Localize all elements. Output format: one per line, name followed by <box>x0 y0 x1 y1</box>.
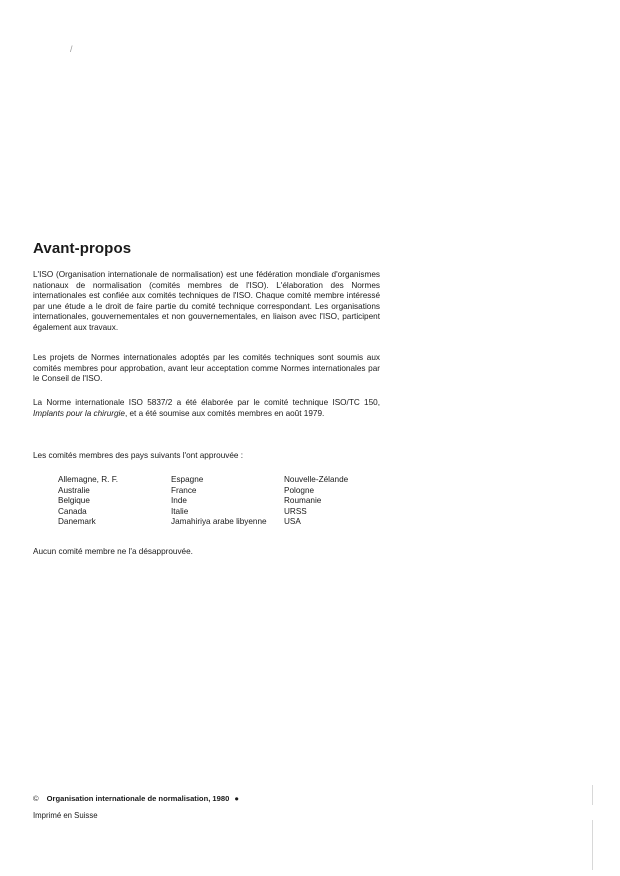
country-item: Allemagne, R. F. <box>58 475 119 484</box>
country-item: Danemark <box>58 517 96 527</box>
copyright-line <box>33 794 239 803</box>
country-item: Pologne <box>284 485 315 495</box>
copyright-text: Organisation internationale de normalisation, 1980 <box>46 794 230 803</box>
country-list <box>58 475 388 528</box>
country-item: Jamahiriya arabe libyenne <box>171 517 267 527</box>
country-item: Espagne <box>171 475 204 484</box>
page-title: Avant-propos <box>33 240 132 257</box>
copyright-symbol: © <box>33 794 39 803</box>
bullet-icon: ● <box>234 794 239 803</box>
scan-edge-line <box>592 785 593 805</box>
standard-origin-end: , et a été soumise aux comités membres en août 1979. <box>124 408 325 418</box>
country-item: Inde <box>171 496 187 506</box>
country-item: USA <box>284 517 301 527</box>
country-item: Canada <box>58 506 87 516</box>
paragraph-iso-intro: L'ISO (Organisation internationale de normalisation) est une fédération mondiale d'organismes nationaux de normalisation (comités membres de l'ISO). L'élaboration des Normes internationales est confiée aux comités techniques de l'ISO. Chaque comité membre intéressé par une étude a le droit de faire partie du comité technique correspondant. Les organisations internationales, gouvernementales et non gouvernementales, en liaison avec l'ISO, participent également aux travaux. <box>33 270 380 332</box>
country-item: Belgique <box>58 496 90 506</box>
committee-subject: Implants pour la chirurgie <box>33 408 125 418</box>
country-item: Italie <box>171 506 189 516</box>
country-item: France <box>171 485 197 495</box>
country-item: URSS <box>284 506 307 516</box>
printed-in-line: Imprimé en Suisse <box>33 811 98 820</box>
country-item: Nouvelle-Zélande <box>284 475 349 484</box>
country-item: Australie <box>58 485 90 495</box>
scan-artifact: / <box>70 44 73 54</box>
standard-origin-text: La Norme internationale ISO 5837/2 a été élaborée par le comité technique ISO/TC 150, <box>33 398 380 407</box>
paragraph-approvals: Les comités membres des pays suivants l'ont approuvée : <box>33 451 243 460</box>
paragraph-adoption: Les projets de Normes internationales adoptés par les comités techniques sont soumis aux comités membres pour approbation, avant leur acceptation comme Normes internationales par le Conseil de l'ISO. <box>33 353 380 384</box>
paragraph-standard-origin <box>33 398 380 419</box>
paragraph-no-disapproval: Aucun comité membre ne l'a désapprouvée. <box>33 547 193 556</box>
country-item: Roumanie <box>284 496 322 506</box>
scan-edge-line <box>592 820 593 870</box>
